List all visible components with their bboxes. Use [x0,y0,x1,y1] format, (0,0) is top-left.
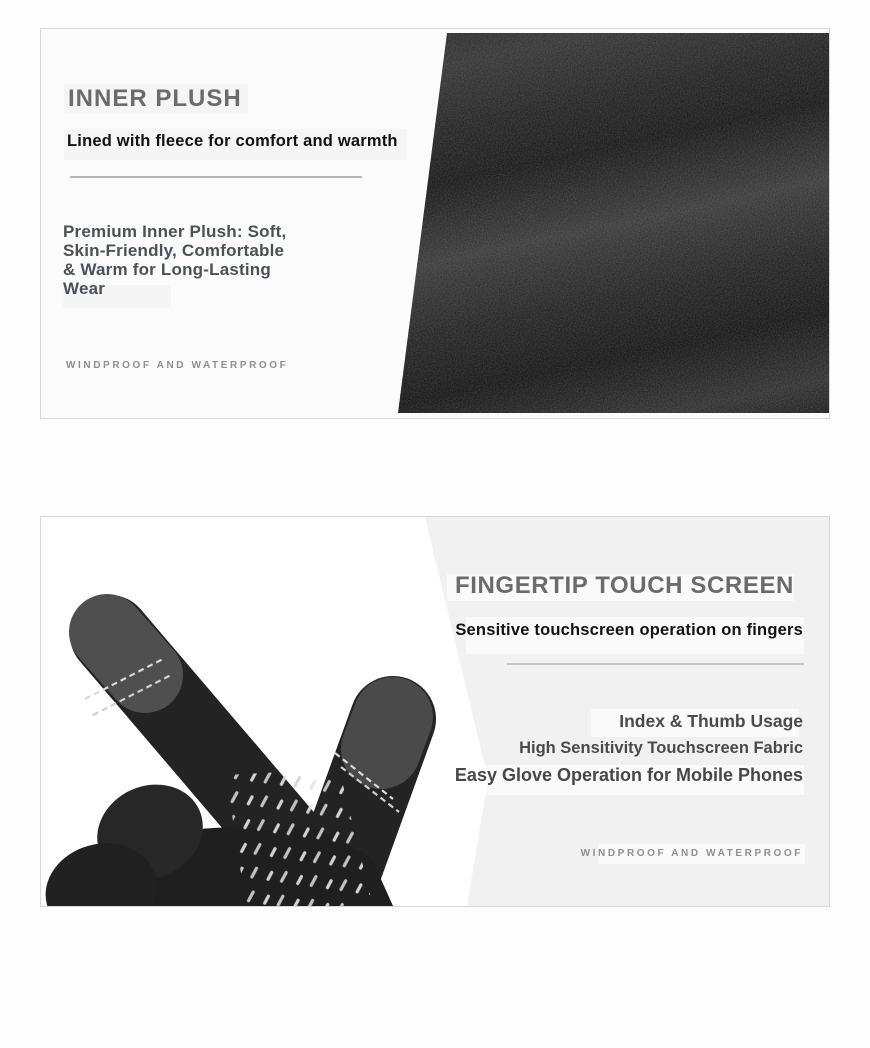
inner-plush-body [63,222,313,298]
body-line: Premium Inner Plush: Soft, [63,222,287,241]
body-line: Skin-Friendly, Comfortable [63,241,285,260]
body-line: Wear [63,279,106,298]
glove-illustration [41,517,501,906]
inner-plush-panel [40,28,830,419]
touch-screen-features [455,708,803,789]
touch-screen-panel [40,516,830,907]
touch-screen-title: FINGERTIP TOUCH SCREEN [454,572,794,599]
inner-plush-title: INNER PLUSH [68,85,242,112]
body-line: & Warm for Long-Lasting [63,260,271,279]
touch-screen-divider [507,663,804,665]
touch-screen-subtitle: Sensitive touchscreen operation on fingers [455,621,803,639]
feature-item: Index & Thumb Usage [619,711,803,731]
feature-item: High Sensitivity Touchscreen Fabric [519,739,803,757]
inner-plush-divider [70,176,362,178]
inner-plush-footnote: WINDPROOF AND WATERPROOF [66,360,289,371]
inner-plush-subtitle: Lined with fleece for comfort and warmth [67,132,398,150]
feature-item: Easy Glove Operation for Mobile Phones [454,765,803,785]
glove-photo [41,517,501,906]
touch-screen-footnote: WINDPROOF AND WATERPROOF [580,848,803,859]
